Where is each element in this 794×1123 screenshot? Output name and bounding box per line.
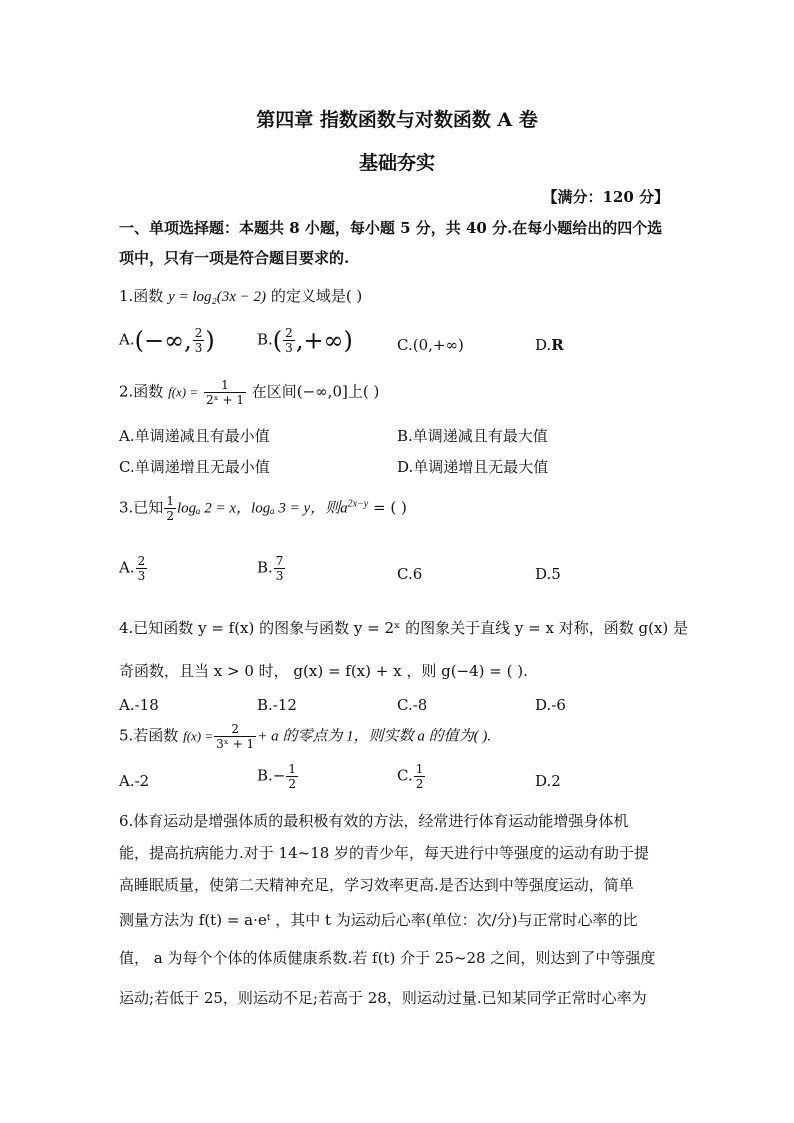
score-label: 【满分：120 分】: [542, 188, 669, 206]
q1-prefix: 1.函数: [119, 287, 164, 305]
q2-option-b[interactable]: B.单调递减且有最大值: [397, 427, 548, 445]
q1-suffix: 的定义域是( ): [270, 287, 363, 305]
q5-option-c[interactable]: C. $\frac{1}{2}$: [397, 762, 424, 791]
section-heading-line2: 项中，只有一项是符合题目要求的.: [119, 249, 350, 267]
q1-option-a[interactable]: A.(−∞, $\frac{2}{3}$ ): [119, 326, 215, 355]
q5-option-b[interactable]: B.− $\frac{1}{2}$: [257, 762, 297, 791]
q3-option-d[interactable]: D.5: [535, 565, 561, 583]
q4-option-a[interactable]: A.-18: [119, 696, 159, 714]
q2-option-a[interactable]: A.单调递减且有最小值: [119, 427, 270, 445]
q1-b-fraction: $\frac{2}{3}$: [285, 326, 293, 355]
q1-expression: y = log₂(3x − 2): [168, 289, 267, 305]
q2-option-c[interactable]: C.单调递增且无最小值: [119, 458, 270, 476]
q1-option-b[interactable]: B.( $\frac{2}{3}$ ,+∞): [257, 326, 353, 355]
q3-option-b[interactable]: B. $\frac{7}{3}$: [257, 554, 284, 583]
page-title: 第四章 指数函数与对数函数 A 卷: [256, 109, 538, 131]
q5-fraction: $\frac{2}{\text{3ˣ + 1}}$: [216, 722, 255, 751]
question-6-line5: 值， a 为每个个体的体质健康系数.若 f(t) 介于 25~28 之间，则达到了中等强度: [119, 949, 656, 967]
q5-option-a[interactable]: A.-2: [119, 772, 150, 790]
question-4-line1: 4.已知函数 y = f(x) 的图象与函数 y = 2ˣ 的图象关于直线 y = x 对称，函数 g(x) 是: [119, 619, 689, 637]
q1-option-c[interactable]: C.(0,+∞): [397, 336, 464, 354]
page-subtitle: 基础夯实: [358, 152, 435, 174]
question-4-line2: 奇函数，且当 x > 0 时， g(x) = f(x) + x ，则 g(−4) = ( ).: [119, 662, 528, 680]
question-6-line1: 6.体育运动是增强体质的最积极有效的方法，经常进行体育运动能增强身体机: [119, 812, 629, 830]
q2-option-d[interactable]: D.单调递增且无最大值: [397, 458, 549, 476]
q1-a-fraction: $\frac{2}{3}$: [194, 326, 203, 355]
question-6-line3: 高睡眠质量，使第二天精神充足，学习效率更高.是否达到中等强度运动，简单: [119, 876, 634, 894]
question-5: 5.若函数 f(x) = $\frac{2}{\text{3ˣ + 1}}$ + a 的零点为 1，则实数 a 的值为( ).: [119, 722, 492, 751]
question-6-line2: 能，提高抗病能力.对于 14~18 岁的青少年，每天进行中等强度的运动有助于提: [119, 844, 650, 862]
question-2: 2.函数 f(x) = $\frac{1}{\text{2ˣ + 1}}$ 在区间(−∞,0]上( ): [119, 378, 380, 407]
question-3: 3.已知 $\frac{1}{2}$ logₐ 2 = x，logₐ 3 = y，则$a^{2x-y}$ = ( ): [119, 494, 407, 523]
q2-fraction: $\frac{1}{\text{2ˣ + 1}}$: [205, 378, 244, 407]
section-heading-line1: 一、单项选择题：本题共 8 小题，每小题 5 分，共 40 分.在每小题给出的四个选: [119, 219, 663, 237]
q5-option-d[interactable]: D.2: [535, 772, 561, 790]
question-6-line4: 测量方法为 f(t) = a·eᵗ ，其中 t 为运动后心率(单位：次/分)与正常时心率的比: [119, 911, 638, 929]
question-1: [119, 285, 362, 306]
q4-option-d[interactable]: D.-6: [535, 696, 566, 714]
q4-option-c[interactable]: C.-8: [397, 696, 428, 714]
q3-option-c[interactable]: C.6: [397, 565, 423, 583]
q3-fraction: $\frac{1}{2}$: [166, 494, 174, 523]
question-6-line6: 运动;若低于 25，则运动不足;若高于 28，则运动过量.已知某同学正常时心率为: [119, 989, 647, 1007]
q1-option-d[interactable]: D.R: [535, 336, 564, 354]
q3-option-a[interactable]: A. $\frac{2}{3}$: [119, 554, 146, 583]
q4-option-b[interactable]: B.-12: [257, 696, 297, 714]
